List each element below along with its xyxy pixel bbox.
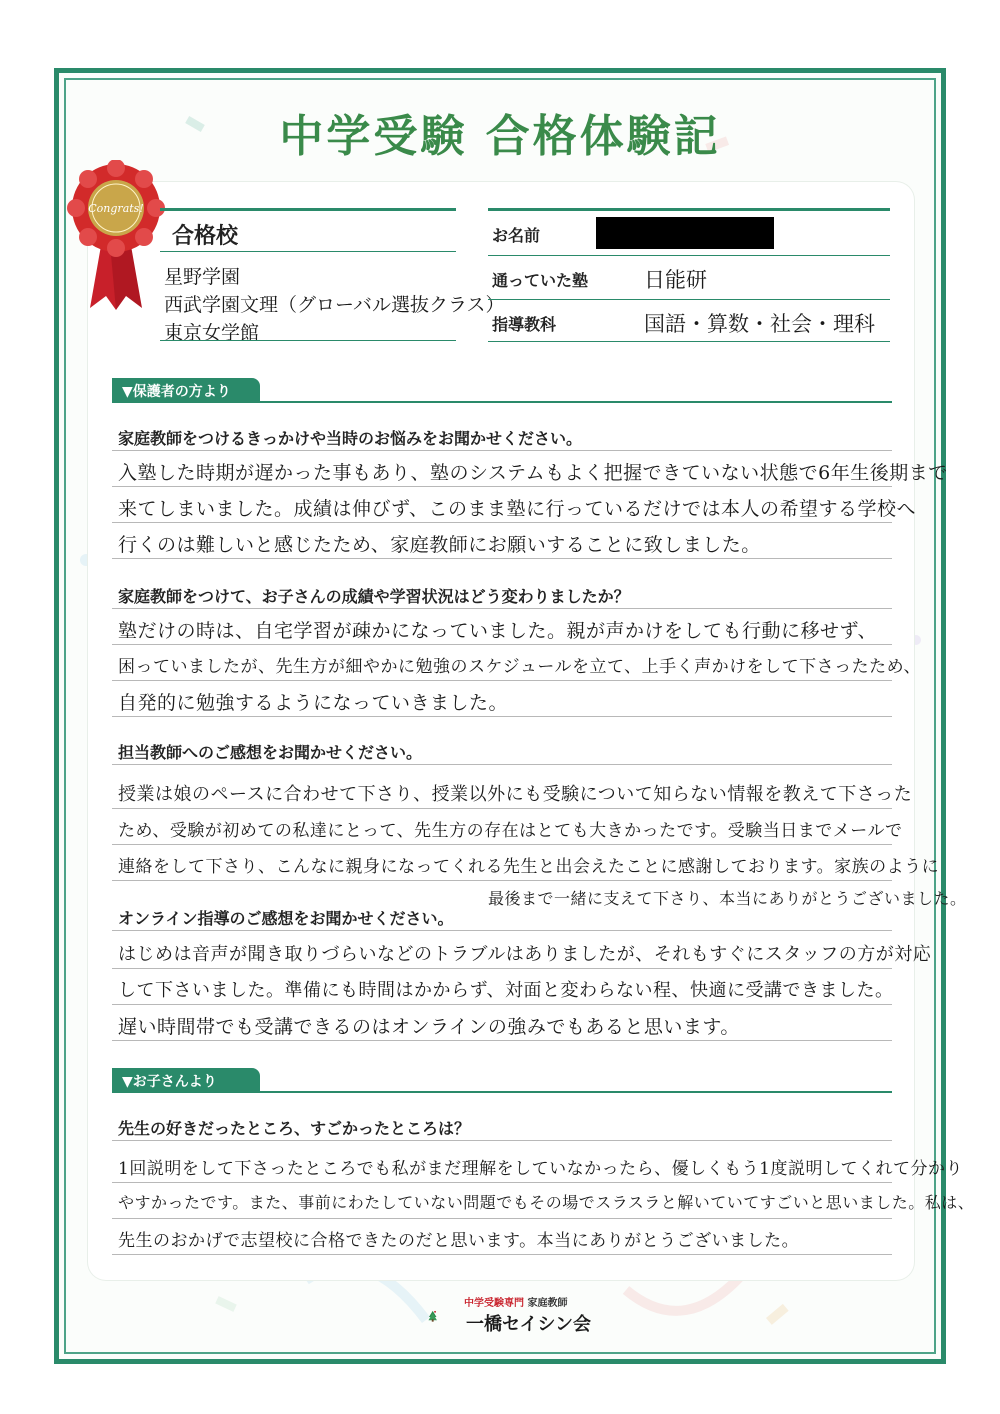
answer-line: はじめは音声が聞き取りづらいなどのトラブルはありましたが、それもすぐにスタッフの方が対応 [118,944,932,965]
name-label: お名前 [492,226,541,245]
juku-row [488,256,890,300]
juku-value: 日能研 [644,268,707,292]
section-divider [112,401,892,403]
answer-line: 入塾した時期が遅かった事もあり、塾のシステムもよく把握できていない状態で6年生後期まで [118,462,948,484]
school-item: 西武学園文理（グローバル選抜クラス） [164,294,505,316]
question-heading: 先生の好きだったところ、すごかったところは？ [118,1119,471,1138]
school-divider [160,340,456,341]
answer-rule [112,450,892,451]
redacted-name [596,217,774,249]
name-row [488,211,890,255]
answer-line: 塾だけの時は、自宅学習が疎かになっていました。親が声かけをしても行動に移せず、 [118,620,877,642]
answer-line: 行くのは難しいと感じたため、家庭教師にお願いすることに致しました。 [118,534,761,556]
congrats-rosette-icon [66,160,166,310]
answer-rule [112,558,892,559]
answer-rule [112,1040,892,1041]
answer-rule [112,644,892,645]
svg-text:Congrats!: Congrats! [88,202,144,215]
section-divider [112,1091,892,1093]
child-section-tab: ▼お子さんより [112,1068,260,1092]
school-item: 東京女学館 [164,322,260,344]
question-heading: 家庭教師をつけるきっかけや当時のお悩みをお聞かせください。 [118,429,583,448]
question-heading: 家庭教師をつけて、お子さんの成績や学習状況はどう変わりましたか？ [118,587,630,606]
answer-line: 困っていましたが、先生方が細やかに勉強のスケジュールを立て、上手く声かけをして下さったため、 [118,657,921,677]
school-item: 星野学園 [164,266,241,288]
answer-rule [112,764,892,765]
answer-rule [112,608,892,609]
answer-rule [112,1140,892,1141]
logo-tagline-text: 家庭教師 [527,1298,568,1309]
page-title: 中学受験 合格体験記 [279,111,721,162]
subjects-row [488,300,890,344]
answer-line: 最後まで一緒に支えて下さり、本当にありがとうございました。 [488,889,967,908]
logo-tagline [464,1294,567,1309]
question-heading: オンライン指導のご感想をお聞かせください。 [118,909,454,928]
answer-line: 1回説明をして下さったところでも私がまだ理解をしていなかったら、優しくもう1度説明してくれて分かり [118,1159,963,1179]
answer-rule [112,930,892,931]
answer-rule [112,1254,892,1255]
answer-rule [112,808,892,809]
answer-rule [112,522,892,523]
answer-rule [112,1218,892,1219]
company-logo-icon [428,1290,468,1342]
answer-line: 授業は娘のペースに合わせて下さり、授業以外にも受験について知らない情報を教えて下さった [118,784,913,805]
answer-line: して下さいました。準備にも時間はかからず、対面と変わらない程、快適に受講できました。 [118,980,894,1001]
subjects-label: 指導教科 [492,315,557,334]
answer-rule [112,968,892,969]
answer-line: ため、受験が初めての私達にとって、先生方の存在はとても大きかったです。受験当日までメールで [118,821,903,841]
answer-line: 遅い時間帯でも受講できるのはオンラインの強みでもあると思います。 [118,1016,740,1038]
answer-line: 来てしまいました。成績は伸びず、このまま塾に行っているだけでは本人の希望する学校へ [118,498,916,520]
answer-line: やすかったです。また、事前にわたしていない問題でもその場でスラスラと解いていてすごいと思いました。私は、 [118,1193,975,1212]
answer-line: 連絡をして下さり、こんなに親身になってくれる先生と出会えたことに感謝しております。家族のように [118,857,940,877]
answer-line: 先生のおかげで志望校に合格できたのだと思います。本当にありがとうございました。 [118,1231,800,1251]
question-heading: 担当教師へのご感想をお聞かせください。 [118,743,423,762]
answer-rule [112,844,892,845]
answer-rule [112,716,892,717]
parent-section-tab: ▼保護者の方より [112,378,260,402]
school-section-header [160,208,456,252]
answer-rule [112,680,892,681]
juku-label: 通っていた塾 [492,271,589,290]
answer-rule [112,486,892,487]
answer-rule [112,1182,892,1183]
subjects-value: 国語・算数・社会・理科 [644,312,875,336]
logo-tagline-red: 中学受験専門 [464,1298,524,1309]
school-label: 合格校 [172,224,239,249]
answer-line: 自発的に勉強するようになっていきました。 [118,692,509,714]
logo-name: 一橋セイシン会 [466,1314,592,1335]
student-info-box [488,208,890,342]
answer-rule [112,1004,892,1005]
answer-rule [112,880,892,881]
